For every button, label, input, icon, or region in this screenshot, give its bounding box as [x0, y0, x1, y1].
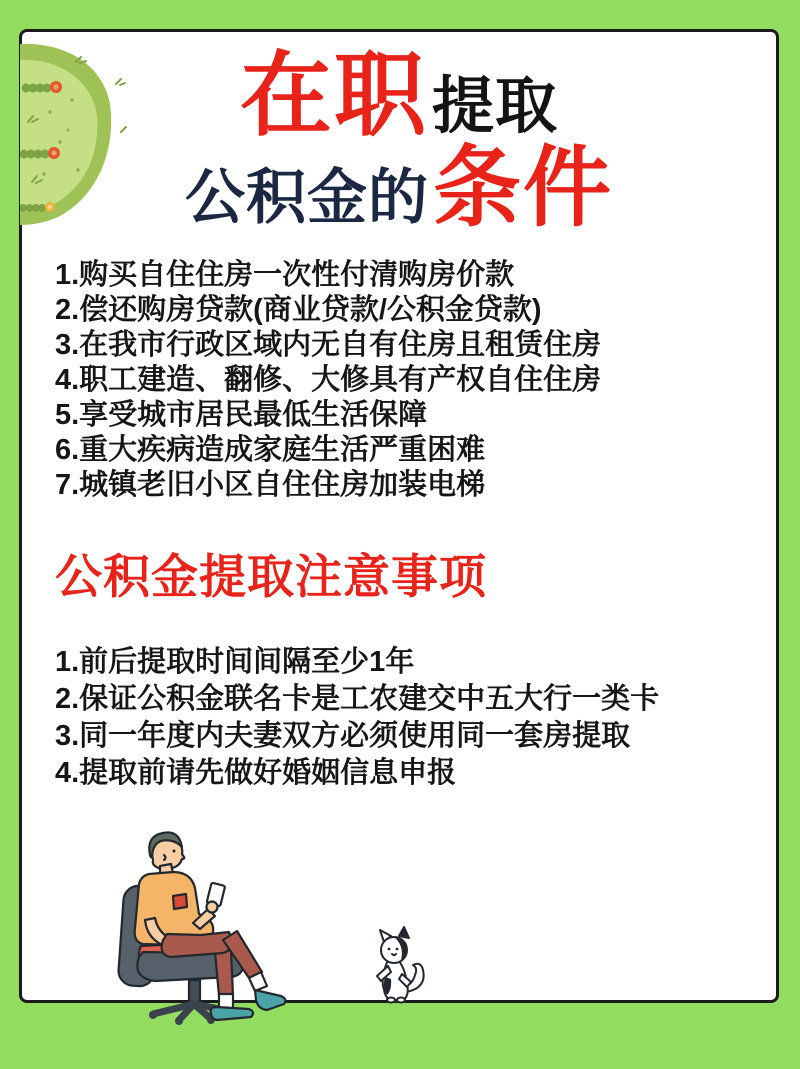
condition-item-7: 7.城镇老旧小区自住住房加装电梯: [55, 469, 486, 501]
title-zaizhi: 在职: [239, 45, 428, 147]
conditions-list: [55, 258, 601, 503]
title-gongjijin-de: 公积金的: [184, 164, 429, 231]
note-item-2: 2.保证公积金联名卡是工农建交中五大行一类卡: [55, 683, 660, 715]
cat-illustration: [377, 927, 424, 1003]
condition-item-1: 1.购买自住住房一次性付清购房价款: [55, 259, 515, 291]
man-reading-illustration: [103, 828, 455, 1028]
note-item-1: 1.前后提取时间间隔至少1年: [55, 646, 415, 678]
title-tiqu: 提取: [432, 72, 559, 141]
condition-item-4: 4.职工建造、翻修、大修具有产权自住住房: [55, 364, 602, 396]
title-line-2: [22, 138, 776, 237]
condition-item-2: 2.偿还购房贷款(商业贷款/公积金贷款): [55, 294, 542, 326]
title-line-1: [22, 45, 776, 147]
poster-title: [22, 45, 776, 237]
condition-item-6: 6.重大疾病造成家庭生活严重困难: [55, 434, 486, 466]
notes-heading: 公积金提取注意事项: [55, 550, 487, 603]
notes-list: [55, 644, 659, 792]
note-item-3: 3.同一年度内夫妻双方必须使用同一套房提取: [55, 720, 631, 752]
note-item-4: 4.提取前请先做好婚姻信息申报: [55, 757, 457, 789]
condition-item-5: 5.享受城市居民最低生活保障: [55, 399, 428, 431]
title-tiaojian: 条件: [432, 138, 613, 237]
condition-item-3: 3.在我市行政区域内无自有住房且租赁住房: [55, 329, 602, 361]
